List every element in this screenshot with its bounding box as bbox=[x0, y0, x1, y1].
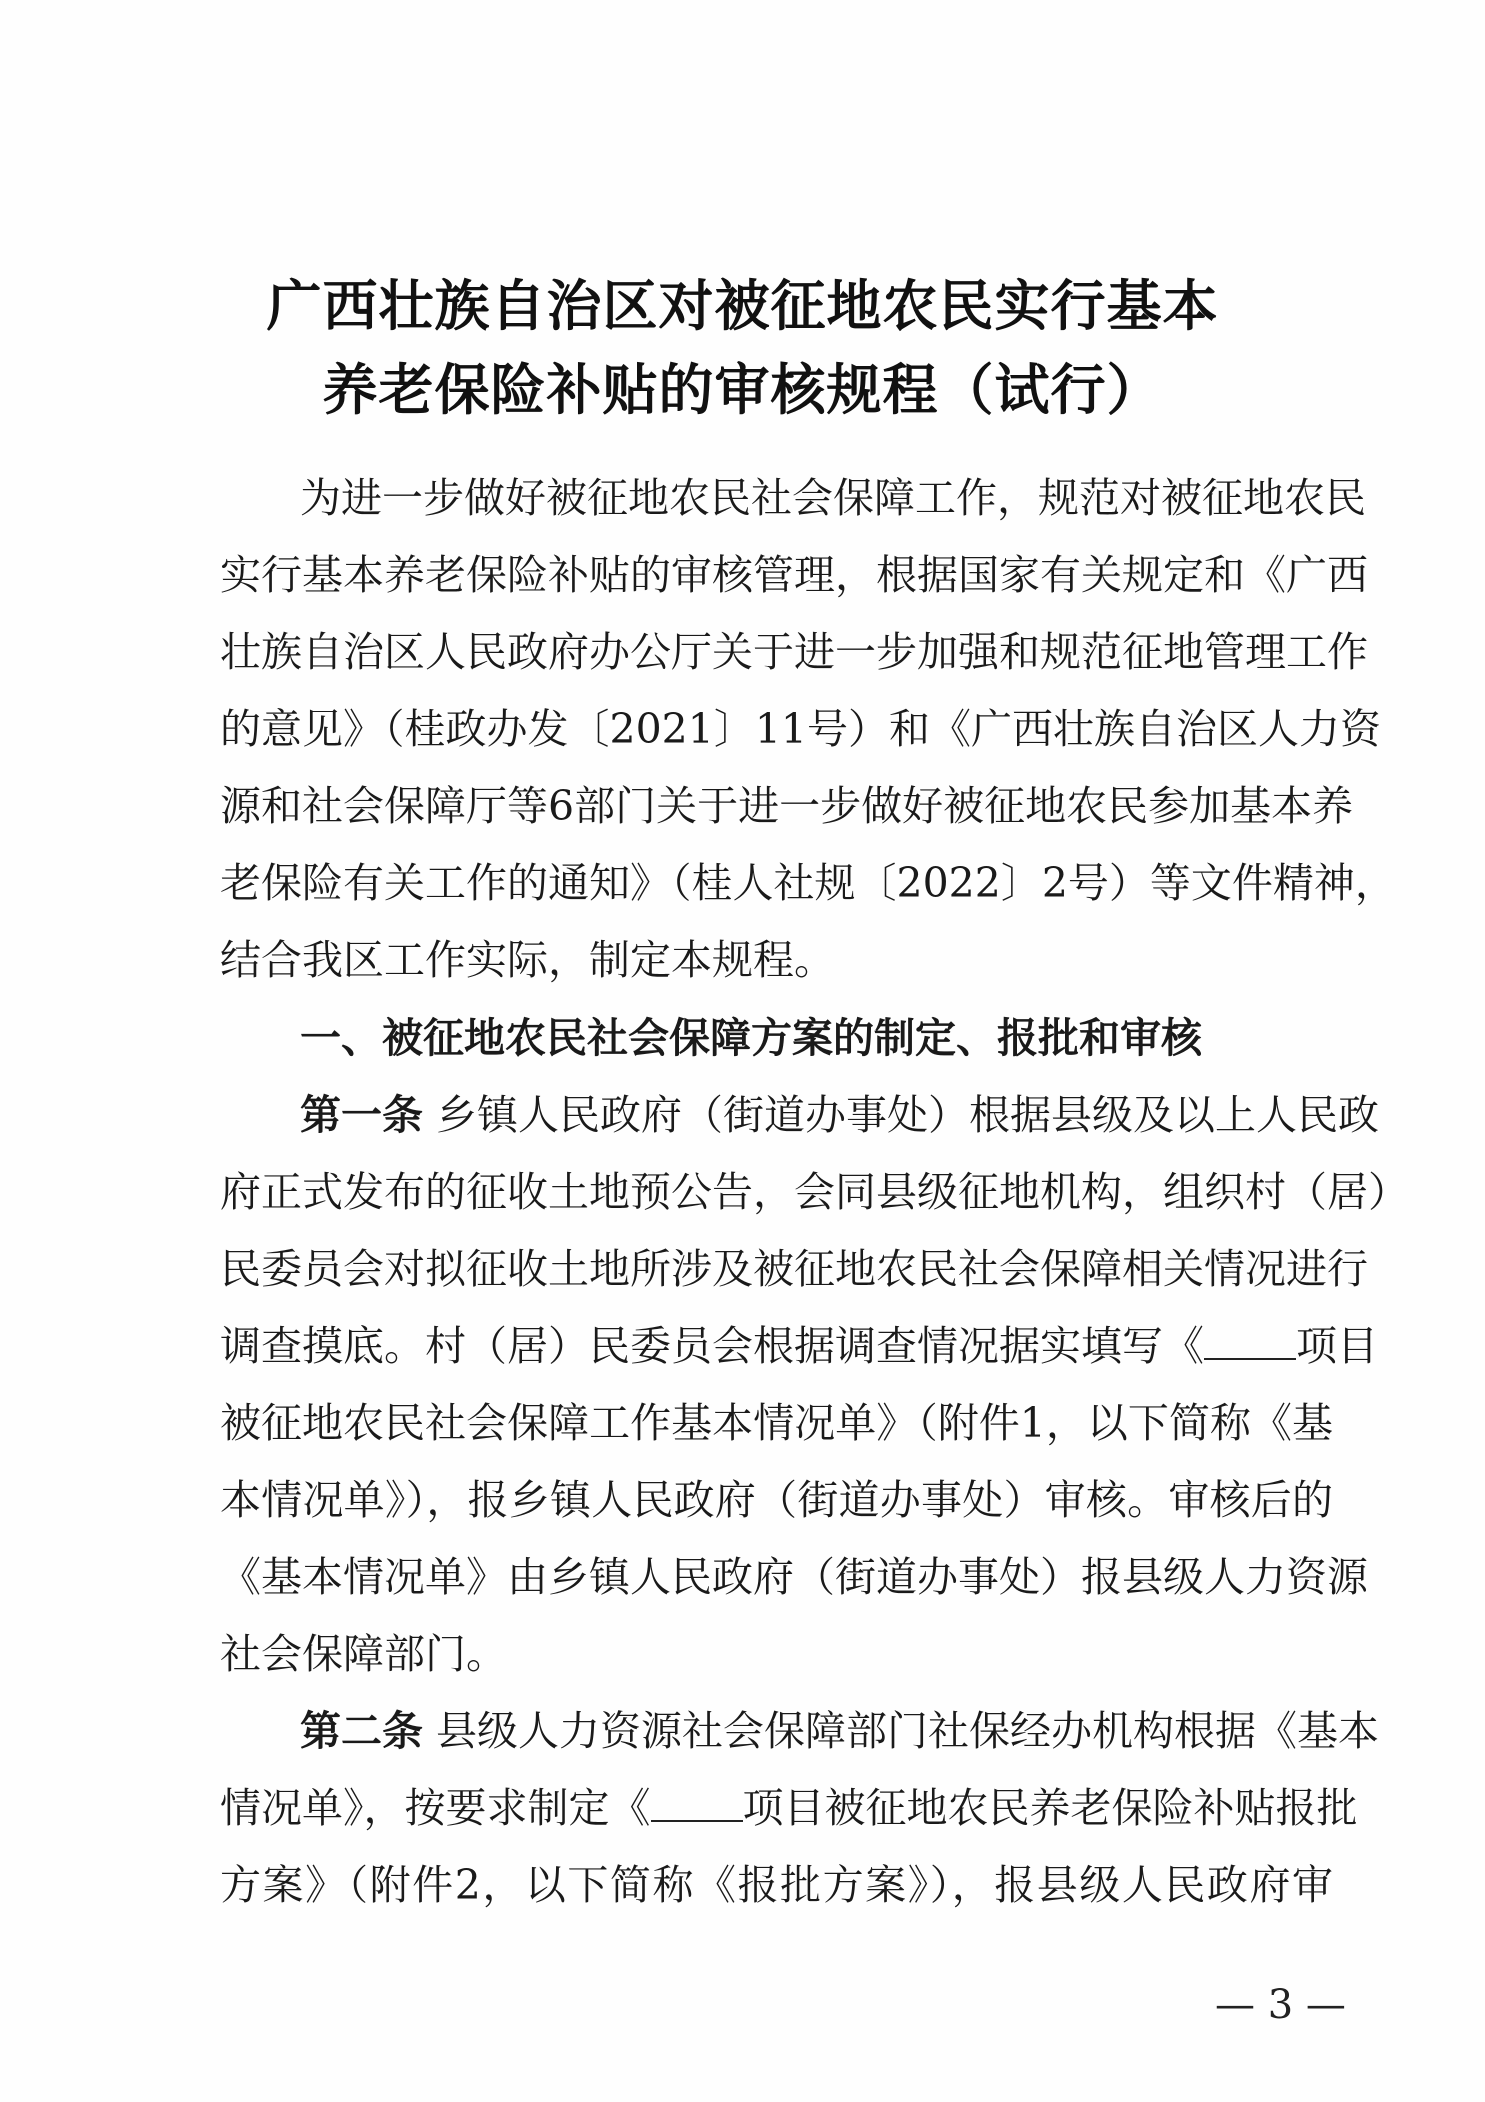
article-1-line: 社会保障部门。 bbox=[220, 1630, 507, 1678]
article-2-text: 情况单》，按要求制定《 bbox=[220, 1784, 651, 1832]
preamble-line: 老保险有关工作的通知》（桂人社规〔2022〕2号）等文件精神， bbox=[220, 859, 1396, 907]
preamble-line: 源和社会保障厅等6部门关于进一步做好被征地农民参加基本养 bbox=[220, 782, 1354, 830]
article-2-line: 方案》（附件2，以下简称《报批方案》），报县级人民政府审 bbox=[220, 1861, 1333, 1909]
document-title-line-2: 养老保险补贴的审核规程（试行） bbox=[322, 358, 1163, 422]
preamble-line: 为进一步做好被征地农民社会保障工作，规范对被征地农民 bbox=[300, 474, 1366, 522]
article-2-lead: 第二条 bbox=[300, 1707, 423, 1755]
article-1-line: 民委员会对拟征收土地所涉及被征地农民社会保障相关情况进行 bbox=[220, 1245, 1368, 1293]
article-1-lead: 第一条 bbox=[300, 1091, 423, 1139]
article-1-line: 被征地农民社会保障工作基本情况单》（附件1，以下简称《基 bbox=[220, 1399, 1333, 1447]
document-title-line-1: 广西壮族自治区对被征地农民实行基本 bbox=[266, 274, 1219, 338]
preamble-line: 结合我区工作实际，制定本规程。 bbox=[220, 936, 835, 984]
project-name-blank bbox=[651, 1786, 743, 1822]
section-heading: 一、被征地农民社会保障方案的制定、报批和审核 bbox=[300, 1014, 1202, 1062]
article-2-text: 县级人力资源社会保障部门社保经办机构根据《基本 bbox=[436, 1707, 1380, 1755]
article-2-line bbox=[220, 1782, 1358, 1834]
project-name-blank bbox=[1204, 1324, 1296, 1360]
article-1-line: 本情况单》），报乡镇人民政府（街道办事处）审核。审核后的 bbox=[220, 1476, 1333, 1524]
preamble-line: 的意见》（桂政办发〔2021〕11号）和《广西壮族自治区人力资 bbox=[220, 705, 1382, 753]
preamble-line: 壮族自治区人民政府办公厅关于进一步加强和规范征地管理工作 bbox=[220, 628, 1368, 676]
article-1-text: 乡镇人民政府（街道办事处）根据县级及以上人民政 bbox=[436, 1091, 1380, 1139]
article-1-line bbox=[220, 1320, 1378, 1372]
article-1-line: 《基本情况单》由乡镇人民政府（街道办事处）报县级人力资源 bbox=[220, 1553, 1368, 1601]
article-1-text: 项目 bbox=[1296, 1322, 1378, 1370]
article-1-line: 府正式发布的征收土地预公告，会同县级征地机构，组织村（居） bbox=[220, 1168, 1409, 1216]
article-1-text: 调查摸底。村（居）民委员会根据调查情况据实填写《 bbox=[220, 1322, 1204, 1370]
page-number: — 3 — bbox=[1215, 1982, 1346, 2028]
article-1-line bbox=[300, 1089, 1380, 1141]
preamble-line: 实行基本养老保险补贴的审核管理，根据国家有关规定和《广西 bbox=[220, 551, 1368, 599]
article-2-text: 项目被征地农民养老保险补贴报批 bbox=[742, 1784, 1358, 1832]
article-2-line bbox=[300, 1705, 1380, 1757]
